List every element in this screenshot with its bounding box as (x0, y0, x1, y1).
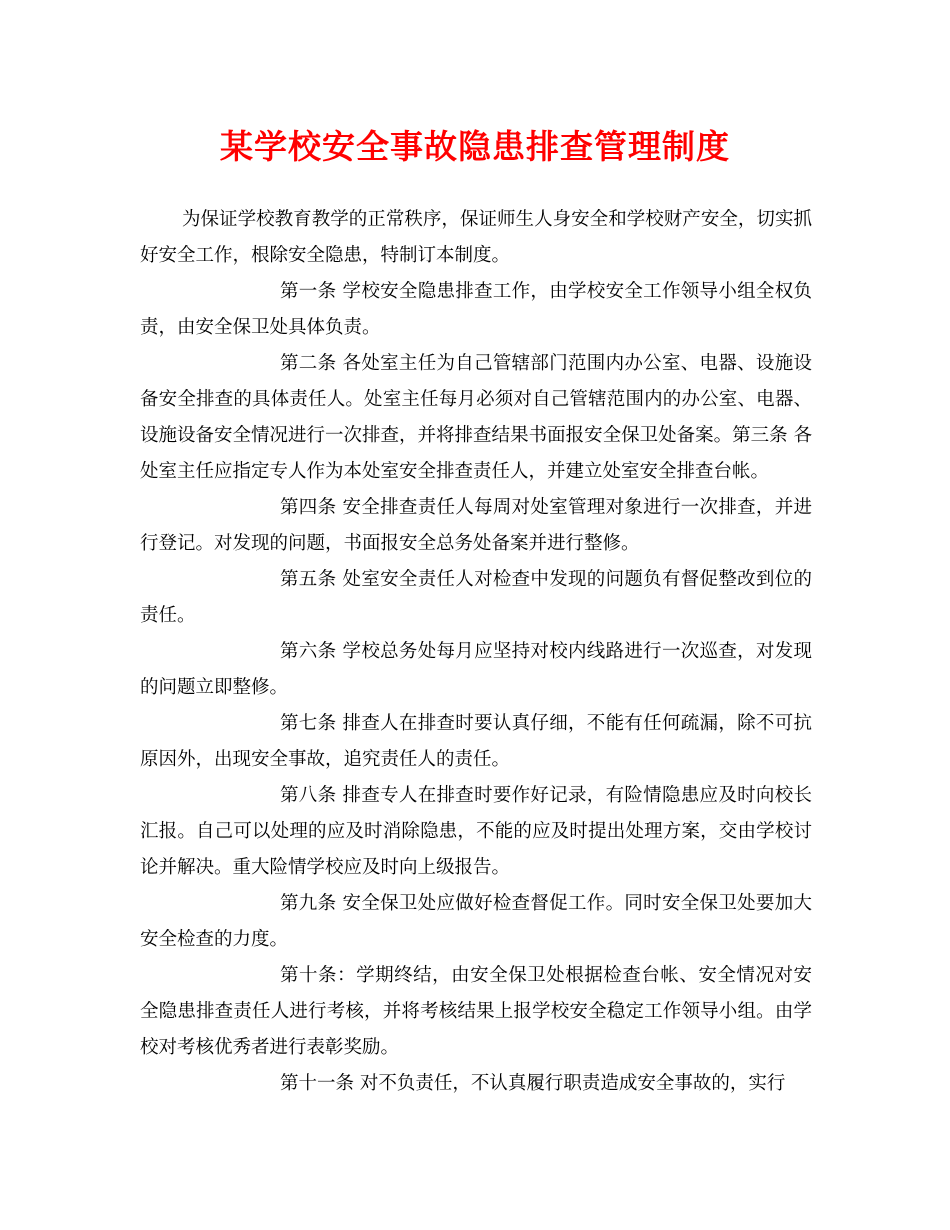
article-1-paragraph: 第一条 学校安全隐患排查工作，由学校安全工作领导小组全权负责，由安全保卫处具体负责。 (140, 281, 812, 338)
article-10-paragraph: 第十条：学期终结，由安全保卫处根据检查台帐、安全情况对安全隐患排查责任人进行考核，并将考核结果上报学校安全稳定工作领导小组。由学校对考核优秀者进行表彰奖励。 (140, 965, 812, 1058)
document-body (140, 202, 812, 1102)
article-6-paragraph: 第六条 学校总务处每月应坚持对校内线路进行一次巡查，对发现的问题立即整修。 (140, 641, 812, 698)
article-5-paragraph: 第五条 处室安全责任人对检查中发现的问题负有督促整改到位的责任。 (140, 569, 812, 626)
article-7-paragraph: 第七条 排查人在排查时要认真仔细，不能有任何疏漏，除不可抗原因外，出现安全事故，追究责任人的责任。 (140, 713, 812, 770)
intro-paragraph: 为保证学校教育教学的正常秩序，保证师生人身安全和学校财产安全，切实抓好安全工作，根除安全隐患，特制订本制度。 (140, 209, 812, 266)
document-title: 某学校安全事故隐患排查管理制度 (220, 127, 730, 166)
article-2-paragraph: 第二条 各处室主任为自己管辖部门范围内办公室、电器、设施设备安全排查的具体责任人。处室主任每月必须对自己管辖范围内的办公室、电器、设施设备安全情况进行一次排查，并将排查结果书面报安全保卫处备案。第三条 各处室主任应指定专人作为本处室安全排查责任人，并建立处室安全排查台帐。 (140, 353, 812, 482)
article-9-paragraph: 第九条 安全保卫处应做好检查督促工作。同时安全保卫处要加大安全检查的力度。 (140, 893, 812, 950)
article-8-paragraph: 第八条 排查专人在排查时要作好记录，有险情隐患应及时向校长汇报。自己可以处理的应及时消除隐患，不能的应及时提出处理方案，交由学校讨论并解决。重大险情学校应及时向上级报告。 (140, 785, 812, 878)
article-4-paragraph: 第四条 安全排查责任人每周对处室管理对象进行一次排查，并进行登记。对发现的问题，书面报安全总务处备案并进行整修。 (140, 497, 812, 554)
article-11-paragraph: 第十一条 对不负责任，不认真履行职责造成安全事故的，实行 (280, 1073, 786, 1094)
